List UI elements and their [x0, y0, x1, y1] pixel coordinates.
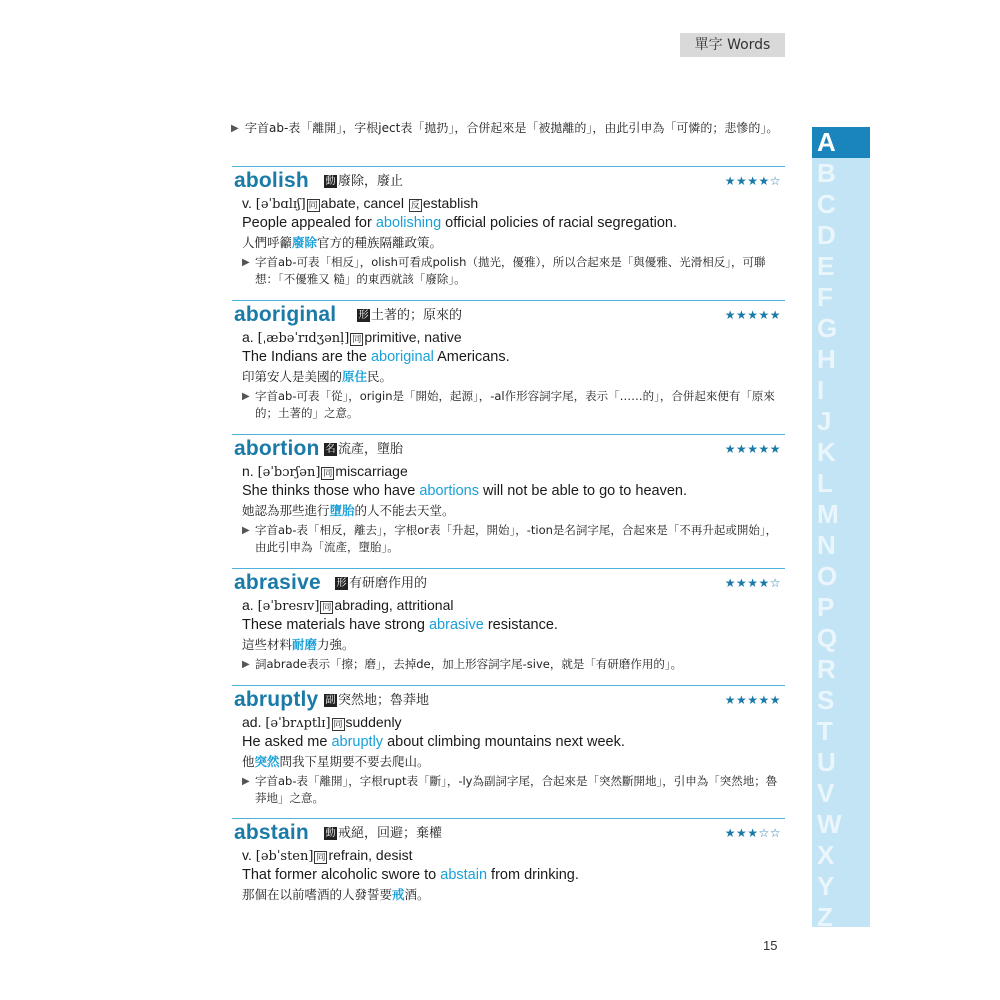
part-of-speech-badge: 形 [358, 310, 369, 321]
part-of-speech-badge: 動 [325, 828, 336, 839]
note-arrow-icon: ▶ [242, 391, 250, 402]
example-zh-text: 酒。 [404, 887, 430, 902]
part-of-speech-badge: 動 [325, 176, 336, 187]
part-of-speech-badge: 形 [336, 578, 347, 589]
alphabet-letter-g[interactable]: G [817, 313, 838, 343]
alphabet-letter-d[interactable]: D [817, 220, 836, 250]
alphabet-letter-z[interactable]: Z [817, 902, 833, 932]
chinese-definition [324, 441, 403, 458]
example-en-keyword: aboriginal [370, 349, 434, 365]
example-zh-text: 印第安人是美國的 [242, 369, 343, 384]
note-arrow-icon: ▶ [231, 123, 239, 134]
example-en-keyword: abortions [419, 483, 479, 499]
alphabet-letter-a[interactable]: A [812, 127, 870, 158]
example-en-keyword: abrasive [428, 617, 484, 633]
frequency-rating: ★★★☆☆ [724, 826, 781, 840]
etymology-note [242, 656, 783, 673]
example-en-text: The Indians are the [242, 349, 371, 365]
example-en-text: People appealed for [242, 215, 376, 231]
pronunciation-line [242, 328, 462, 348]
alphabet-letter-r[interactable]: R [817, 654, 836, 684]
alphabet-letter-b[interactable]: B [817, 158, 836, 188]
headword: abruptly [234, 688, 319, 711]
phonetic-transcription: [ˌæbəˈrɪdʒənḷ] [257, 331, 350, 346]
etymology-note-text: 字首ab-表「離開」，字根rupt表「斷」，-ly為副詞字尾，合起來是「突然斷開地」，引申為「突然地；魯莽地」之意。 [255, 774, 778, 805]
example-zh-text: 這些材料 [242, 637, 293, 652]
example-en-text: She thinks those who have [242, 483, 420, 499]
alphabet-letter-p[interactable]: P [817, 592, 835, 622]
part-of-speech: a. [242, 597, 254, 613]
entry-divider [232, 818, 785, 819]
headword: abolish [234, 169, 309, 192]
example-zh-keyword: 突然 [254, 754, 280, 769]
alphabet-letter-c[interactable]: C [817, 189, 836, 219]
alphabet-letter-v[interactable]: V [817, 778, 835, 808]
example-en-keyword: abstain [440, 867, 488, 883]
dictionary-entry [232, 434, 785, 564]
synonyms: suddenly [345, 714, 402, 730]
example-sentence-zh [242, 234, 442, 251]
alphabet-letter-e[interactable]: E [817, 251, 835, 281]
synonyms: refrain, desist [328, 847, 413, 863]
example-sentence-en [242, 866, 579, 885]
phonetic-transcription: [əˈbɔrʃən] [257, 465, 321, 480]
pronunciation-line [242, 596, 453, 616]
alphabet-letter-w[interactable]: W [817, 809, 842, 839]
definition-text: 戒絕，回避；棄權 [338, 826, 443, 841]
example-zh-text: 人們呼籲 [242, 235, 293, 250]
part-of-speech: ad. [242, 714, 262, 730]
example-en-text: He asked me [242, 734, 332, 750]
entry-divider [232, 166, 785, 167]
example-en-keyword: abruptly [331, 734, 384, 750]
carryover-note-text: 字首ab-表「離開」，字根ject表「拋扔」，合併起來是「被拋離的」，由此引申為「可憐的；悲慘的」。 [245, 121, 779, 135]
etymology-note-text: 字首ab-可表「從」，origin是「開始，起源」，-al作形容詞字尾，表示「……的」，合併起來便有「原來的；土著的」之意。 [255, 389, 775, 420]
headword: aboriginal [234, 303, 337, 326]
example-sentence-en [242, 214, 677, 233]
phonetic-transcription: [əbˈsten] [255, 849, 314, 864]
pronunciation-line [242, 462, 408, 482]
part-of-speech: v. [242, 195, 252, 211]
alphabet-letter-i[interactable]: I [817, 375, 825, 405]
example-en-text: Americans. [433, 349, 510, 365]
example-zh-text: 問我下星期要不要去爬山。 [279, 754, 430, 769]
antonym-icon: 反 [410, 200, 420, 210]
chinese-definition [324, 692, 429, 709]
etymology-note [242, 388, 783, 422]
example-en-text: from drinking. [487, 867, 579, 883]
note-arrow-icon: ▶ [242, 776, 250, 787]
alphabet-index-tab [812, 127, 870, 932]
alphabet-letter-o[interactable]: O [817, 561, 838, 591]
entry-divider [232, 568, 785, 569]
example-sentence-zh [242, 636, 355, 653]
dictionary-entry [232, 300, 785, 430]
dictionary-entry [232, 568, 785, 698]
example-sentence-en [242, 733, 625, 752]
definition-text: 廢除，廢止 [338, 174, 404, 189]
frequency-rating: ★★★★☆ [724, 174, 781, 188]
example-zh-text: 他 [242, 754, 255, 769]
example-sentence-zh [242, 753, 430, 770]
chinese-definition [335, 575, 427, 592]
definition-text: 土著的；原來的 [371, 308, 463, 323]
alphabet-letter-n[interactable]: N [817, 530, 836, 560]
headword: abrasive [234, 571, 321, 594]
example-zh-keyword: 墮胎 [329, 503, 355, 518]
alphabet-letter-f[interactable]: F [817, 282, 833, 312]
chinese-definition [324, 825, 442, 842]
etymology-note-text: 字首ab-可表「相反」，olish可看成polish（拋光，優雅），所以合起來是「與優雅、光滑相反」，可聯想：「不優雅又 糙」的東西就該「廢除」。 [255, 255, 766, 286]
pronunciation-line [242, 713, 402, 733]
example-zh-text: 民。 [367, 369, 393, 384]
synonyms: primitive, native [364, 329, 462, 345]
synonyms: abate, cancel [320, 195, 404, 211]
example-zh-text: 那個在以前嗜酒的人發誓要 [242, 887, 393, 902]
etymology-note [242, 773, 783, 807]
alphabet-letter-q[interactable]: Q [817, 623, 838, 653]
etymology-note-text: 詞abrade表示「擦；磨」，去掉de，加上形容詞字尾-sive，就是「有研磨作用的」。 [255, 657, 683, 671]
dictionary-entry [232, 818, 785, 948]
note-arrow-icon: ▶ [242, 659, 250, 670]
page-number: 15 [763, 938, 778, 953]
example-zh-text: 她認為那些進行 [242, 503, 330, 518]
synonym-icon: 同 [323, 468, 333, 478]
dictionary-entry [232, 166, 785, 296]
example-en-text: resistance. [483, 617, 558, 633]
example-en-text: These materials have strong [242, 617, 429, 633]
synonym-icon: 同 [333, 719, 343, 729]
etymology-note [242, 522, 783, 556]
part-of-speech: n. [242, 463, 254, 479]
example-sentence-zh [242, 368, 392, 385]
example-sentence-zh [242, 886, 430, 903]
example-en-text: That former alcoholic swore to [242, 867, 441, 883]
frequency-rating: ★★★★★ [724, 442, 781, 456]
headword: abortion [234, 437, 320, 460]
synonym-icon: 同 [322, 602, 332, 612]
alphabet-letter-m[interactable]: M [817, 499, 839, 529]
example-en-text: official policies of racial segregation. [441, 215, 678, 231]
alphabet-letter-t[interactable]: T [817, 716, 833, 746]
example-zh-keyword: 戒 [392, 887, 405, 902]
alphabet-letter-h[interactable]: H [817, 344, 836, 374]
example-zh-keyword: 耐磨 [292, 637, 318, 652]
definition-text: 有研磨作用的 [349, 576, 428, 591]
antonyms: establish [422, 195, 479, 211]
example-zh-text: 官方的種族隔離政策。 [317, 235, 443, 250]
pronunciation-line [242, 194, 478, 214]
note-arrow-icon: ▶ [242, 257, 250, 268]
part-of-speech-badge: 名 [325, 444, 336, 455]
phonetic-transcription: [əˈbrʌptlɪ] [265, 716, 331, 731]
alphabet-letter-l[interactable]: L [817, 468, 833, 498]
headword: abstain [234, 821, 309, 844]
synonyms: miscarriage [335, 463, 408, 479]
etymology-note [242, 254, 783, 288]
definition-text: 流產，墮胎 [338, 442, 404, 457]
part-of-speech: a. [242, 329, 254, 345]
example-zh-text: 力強。 [317, 637, 355, 652]
carryover-note [231, 120, 785, 137]
etymology-note-text: 字首ab-表「相反，離去」，字根or表「升起，開始」，-tion是名詞字尾，合起來是「不再升起或開始」，由此引申為「流產，墮胎」。 [255, 523, 778, 554]
example-sentence-en [242, 482, 687, 501]
example-en-text: about climbing mountains next week. [383, 734, 625, 750]
phonetic-transcription: [əˈbresɪv] [257, 599, 320, 614]
frequency-rating: ★★★★★ [724, 693, 781, 707]
synonym-icon: 同 [308, 200, 318, 210]
alphabet-letter-j[interactable]: J [817, 406, 832, 436]
chinese-definition [324, 173, 403, 190]
example-zh-keyword: 原住 [342, 369, 368, 384]
entry-divider [232, 300, 785, 301]
alphabet-letter-y[interactable]: Y [817, 871, 835, 901]
section-tag: 單字 Words [680, 33, 785, 57]
note-arrow-icon: ▶ [242, 525, 250, 536]
frequency-rating: ★★★★☆ [724, 576, 781, 590]
alphabet-letter-s[interactable]: S [817, 685, 835, 715]
example-sentence-zh [242, 502, 455, 519]
synonyms: abrading, attritional [334, 597, 454, 613]
frequency-rating: ★★★★★ [724, 308, 781, 322]
chinese-definition [357, 307, 462, 324]
dictionary-entry [232, 685, 785, 815]
part-of-speech-badge: 副 [325, 695, 336, 706]
entry-divider [232, 434, 785, 435]
example-zh-text: 的人不能去天堂。 [354, 503, 455, 518]
example-en-keyword: abolishing [375, 215, 442, 231]
alphabet-letter-u[interactable]: U [817, 747, 836, 777]
phonetic-transcription: [əˈbɑlɪʃ] [255, 197, 306, 212]
synonym-icon: 同 [316, 852, 326, 862]
example-sentence-en [242, 348, 510, 367]
example-zh-keyword: 廢除 [292, 235, 318, 250]
synonym-icon: 同 [352, 334, 362, 344]
example-sentence-en [242, 616, 558, 635]
alphabet-letter-x[interactable]: X [817, 840, 835, 870]
entry-divider [232, 685, 785, 686]
part-of-speech: v. [242, 847, 252, 863]
definition-text: 突然地；魯莽地 [338, 693, 430, 708]
alphabet-letter-k[interactable]: K [817, 437, 836, 467]
pronunciation-line [242, 846, 413, 866]
example-en-text: will not be able to go to heaven. [479, 483, 687, 499]
